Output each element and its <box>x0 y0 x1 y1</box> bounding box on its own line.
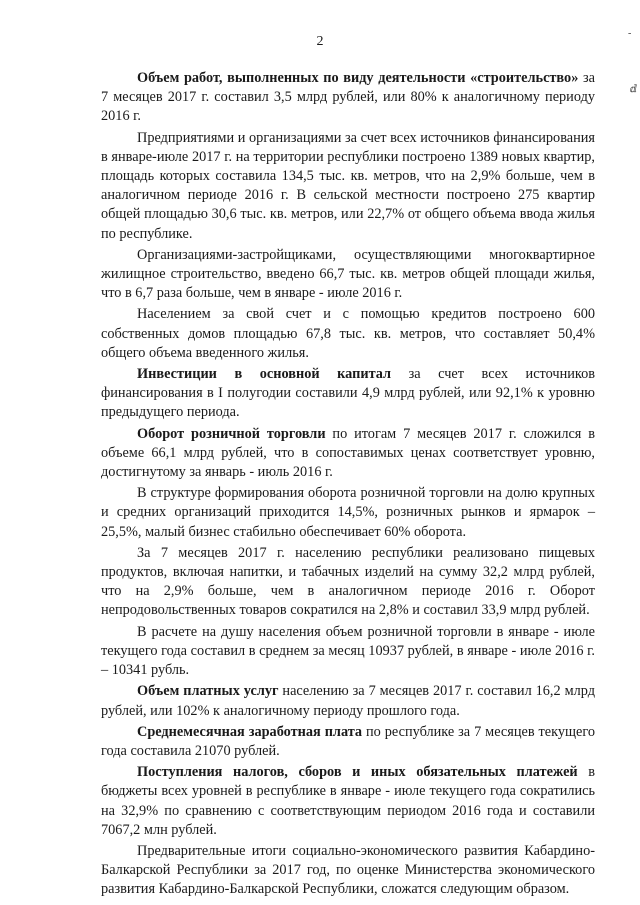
paragraph-private-houses <box>101 305 595 363</box>
edge-mark: - <box>628 28 632 39</box>
paragraph-text: За 7 месяцев 2017 г. населению республики реализовано пищевых продуктов, включая напитки, и табачных изделий на сумму 32,2 млрд рублей, что на 2,9% больше, чем в аналогичном периоде 2016 г. Оборот непродовольственных товаров сократился на 2,8% и составил 33,9 млрд рублей. <box>101 544 595 619</box>
paragraph-text: В расчете на душу населения объем розничной торговли в январе - июле текущего года составил в среднем за месяц 10937 рублей, в январе - июле 2016 г. – 10341 рубль. <box>101 623 595 679</box>
paragraph-heading: Инвестиции в основной капитал <box>137 366 392 383</box>
paragraph-text: Организациями-застройщиками, осуществляющими многоквартирное жилищное строительство, введено 66,7 тыс. кв. метров общей площади жилья, что в 6,7 раза больше, чем в январе - июле 2016 г. <box>101 246 595 302</box>
paragraph-text: Населением за свой счет и с помощью кредитов построено 600 собственных домов площадью 67,8 тыс. кв. метров, что составляет 50,4% общего объема введенного жилья. <box>101 306 595 361</box>
paragraph-construction <box>101 69 595 127</box>
document-body <box>101 69 595 902</box>
paragraph-retail-turnover <box>101 425 595 483</box>
paragraph-developers <box>101 246 595 304</box>
page-number: 2 <box>316 34 324 49</box>
paragraph-text: за счет всех источников финансирования в I полугодии составили 4,9 млрд рублей, или 92,1% к уровню предыдущего периода. <box>101 366 595 421</box>
paragraph-text: по итогам 7 месяцев 2017 г. сложился в объеме 66,1 млрд рублей, что в сопоставимых ценах соответствует уровню, достигнутому за январь - июль 2016 г. <box>101 425 595 481</box>
paragraph-per-capita <box>101 623 595 681</box>
paragraph-housing <box>101 129 595 244</box>
paragraph-preliminary-results <box>101 842 595 900</box>
paragraph-average-salary <box>101 723 595 761</box>
paragraph-heading: Объем работ, выполненных по виду деятельности «строительство» <box>137 70 579 86</box>
paragraph-text: населению за 7 месяцев 2017 г. составил 16,2 млрд рублей, или 102% к аналогичному периоду прошлого года. <box>101 683 595 719</box>
paragraph-investments <box>101 365 595 423</box>
paragraph-heading: Оборот розничной торговли <box>137 425 326 442</box>
paragraph-heading: Поступления налогов, сборов и иных обязательных платежей <box>137 764 578 781</box>
paragraph-heading: Среднемесячная заработная плата <box>137 723 363 740</box>
paragraph-text: в бюджеты всех уровней в республике в январе - июле текущего года сократились на 32,9% по сравнению с соответствующим периодом 2016 года и составили 7067,2 млн рублей. <box>101 764 596 838</box>
paragraph-retail-structure <box>101 484 595 542</box>
edge-mark: ⅆ <box>630 84 637 95</box>
paragraph-tax-receipts <box>101 763 595 840</box>
paragraph-food-sales <box>101 544 595 621</box>
paragraph-text: Предприятиями и организациями за счет всех источников финансирования в январе-июле 2017 г. на территории республики построено 1389 новых квартир, площадь которых составила 134,5 тыс. кв. метров, что на 2,9% больше, чем в аналогичном периоде 2016 г. В сельской местности построено 275 квартир общей площадью 30,6 тыс. кв. метров, или 22,7% от общего объема ввода жилья по республике. <box>101 129 595 242</box>
paragraph-paid-services <box>101 682 595 720</box>
paragraph-text: Предварительные итоги социально-экономического развития Кабардино-Балкарской Республики за 2017 год, по оценке Министерства экономического развития Кабардино-Балкарской Республики, сложатся следующим образом. <box>101 842 595 898</box>
paragraph-text: по республике за 7 месяцев текущего года составила 21070 рублей. <box>101 723 596 759</box>
paragraph-heading: Объем платных услуг <box>137 683 279 700</box>
paragraph-text: В структуре формирования оборота розничной торговли на долю крупных и средних организаций приходится 14,5%, розничных рынков и ярмарок – 25,5%, малый бизнес стабильно обеспечивает 60% оборота. <box>101 485 595 540</box>
paragraph-text: за 7 месяцев 2017 г. составил 3,5 млрд рублей, или 80% к аналогичному периоду 2016 г. <box>101 70 595 125</box>
